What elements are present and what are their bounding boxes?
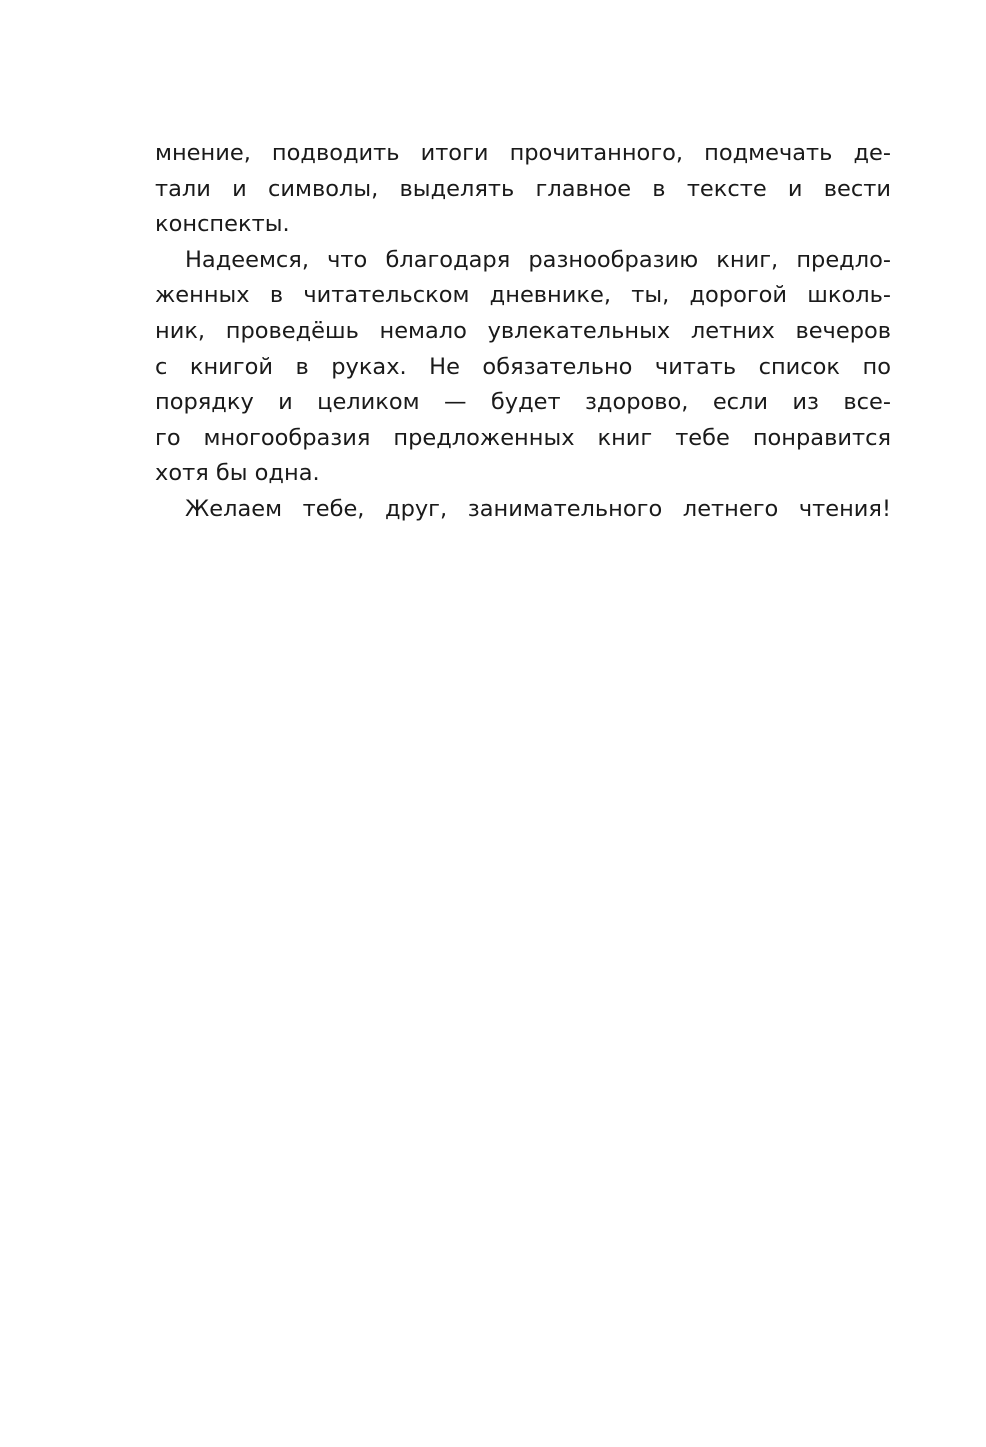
text-line: порядку и целиком — будет здорово, если из все-: [155, 389, 891, 416]
paragraph-first-line: Желаем тебе, друг, занимательного летнего чтения!: [185, 495, 891, 522]
text-line: конспекты.: [155, 211, 290, 238]
text-line: тали и символы, выделять главное в тексте и вести: [155, 175, 891, 202]
body-text: [155, 136, 891, 528]
text-line: го многообразия предложенных книг тебе понравится: [155, 424, 891, 451]
text-line: мнение, подводить итоги прочитанного, подмечать де-: [155, 140, 891, 166]
paragraph-first-line: Надеемся, что благодаря разнообразию книг, предло-: [185, 246, 891, 273]
text-line: с книгой в руках. Не обязательно читать список по: [155, 353, 891, 380]
text-line: ник, проведёшь немало увлекательных летних вечеров: [155, 317, 891, 344]
text-line: хотя бы одна.: [155, 460, 320, 487]
text-line: женных в читательском дневнике, ты, дорогой школь-: [155, 282, 891, 309]
